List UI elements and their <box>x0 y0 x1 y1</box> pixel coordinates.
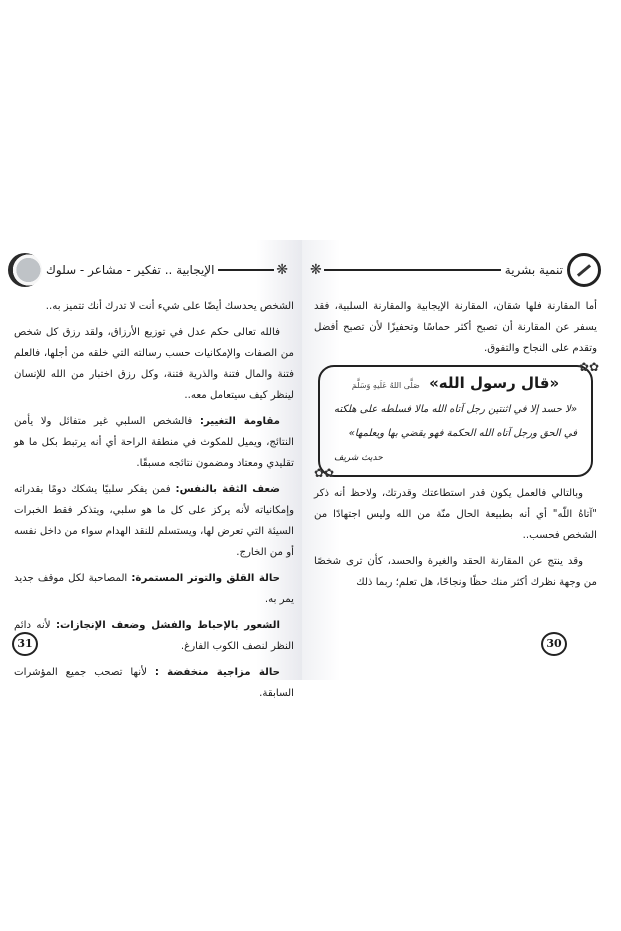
page-number: 31 <box>12 632 38 656</box>
page-body <box>14 296 294 709</box>
page-31 <box>0 240 302 699</box>
paragraph-intro: أما المقارنة فلها شقان، المقارنة الإيجابية والمقارنة السلبية، فقد يسفر عن المقارنة أن تصبح أكثر حماسًا وتحفيزًا لأن تصبح أفضل وتقدم على النجاح والتفوق. <box>314 301 597 354</box>
header-rule <box>324 269 501 271</box>
page-number: 30 <box>541 632 567 656</box>
paragraph-frustration: الشعور بالإحباط والفشل وضعف الإنجازات: لأنه دائم النظر لنصف الكوب الفارغ. <box>14 620 294 652</box>
page-30 <box>302 240 621 680</box>
paragraph: وقد ينتج عن المقارنة الحقد والغيرة والحسد، كأن ترى شخصًا من وجهة نظرك أكثر منك حظًا ونجاحًا، هل تعلم؛ ربما ذلك <box>314 556 597 588</box>
header-rule <box>218 269 274 271</box>
hadith-title: «قال رسول الله» صَلَّى اللهُ عَلَيهِ وَسَلَّمَ <box>351 374 560 392</box>
flower-ornament-icon: ✿✿ <box>578 360 599 374</box>
paragraph-resistance-to-change: مقاومة التغيير: فالشخص السلبي غير متفائل ولا يأمن النتائج، ويميل للمكوث في منطقة الراحة أي أنه يرتبط بكل ما هو تقليدي ومعتاد ومضمون نتائجه مسبقًا. <box>14 416 294 469</box>
hadith-box <box>314 360 599 480</box>
pen-writing-icon <box>567 253 601 287</box>
honorific: صَلَّى اللهُ عَلَيهِ وَسَلَّمَ <box>351 381 420 390</box>
snowflake-ornament-icon: ❋ <box>310 262 322 278</box>
paragraph-anxiety: حالة القلق والتوتر المستمرة: المصاحبة لكل موقف جديد يمر به. <box>14 573 294 605</box>
paragraph: الشخص يحدسك أيضًا على شيء أنت لا تدرك أنك تتميز به.. <box>45 301 294 312</box>
paragraph-low-self-confidence: ضعف الثقة بالنفس: فمن يفكر سلبيًا يشكك دومًا بقدراته وإمكانياته لأنه يركز على كل ما هو سلبي، ويتذكر فقط الخبرات السيئة التي تعرض لها، ويستسلم للنقد الهدام سواء من داخل نفسه أو من الخارج. <box>14 484 294 558</box>
paragraph: فالله تعالى حكم عدل في توزيع الأرزاق، ولقد رزق كل شخص من الصفات والإمكانيات حسب رسالته التي خلقه من أجلها، فالعلم فتنة والمال فتنة والذرية فتنة، وكل رزق اختبار من الله للإنسان لينظر كيف سيتعامل معه.. <box>14 327 294 401</box>
hadith-source: حديث شريف <box>334 453 383 463</box>
flower-ornament-icon: ✿✿ <box>314 466 335 480</box>
page-header <box>8 252 290 288</box>
snowflake-ornament-icon: ❋ <box>276 262 288 278</box>
paragraph: وبالتالي فالعمل يكون قدر استطاعتك وقدرتك، ولاحظ أنه ذكر "آتاهُ اللّه" أي أنه بطبيعة الحال منّة من الله وليس اجتهادًا من الشخص فحسب.. <box>314 488 597 541</box>
page-header <box>308 252 601 288</box>
header-title: الإيجابية .. تفكير - مشاعر - سلوك <box>46 263 215 277</box>
header-title: تنمية بشرية <box>504 263 563 277</box>
page-body <box>314 296 597 598</box>
hadith-text: «لا حسد إلا في اثنتين رجل آتاه الله مالا فسلطه على هلكته في الحق ورجل آتاه الله الحكمة فهو يقضي بها ويعلمها» <box>334 404 577 439</box>
head-profile-icon <box>8 253 42 287</box>
paragraph-low-mood: حالة مزاجية منخفضة : لأنها تصحب جميع المؤشرات السابقة. <box>14 667 294 699</box>
